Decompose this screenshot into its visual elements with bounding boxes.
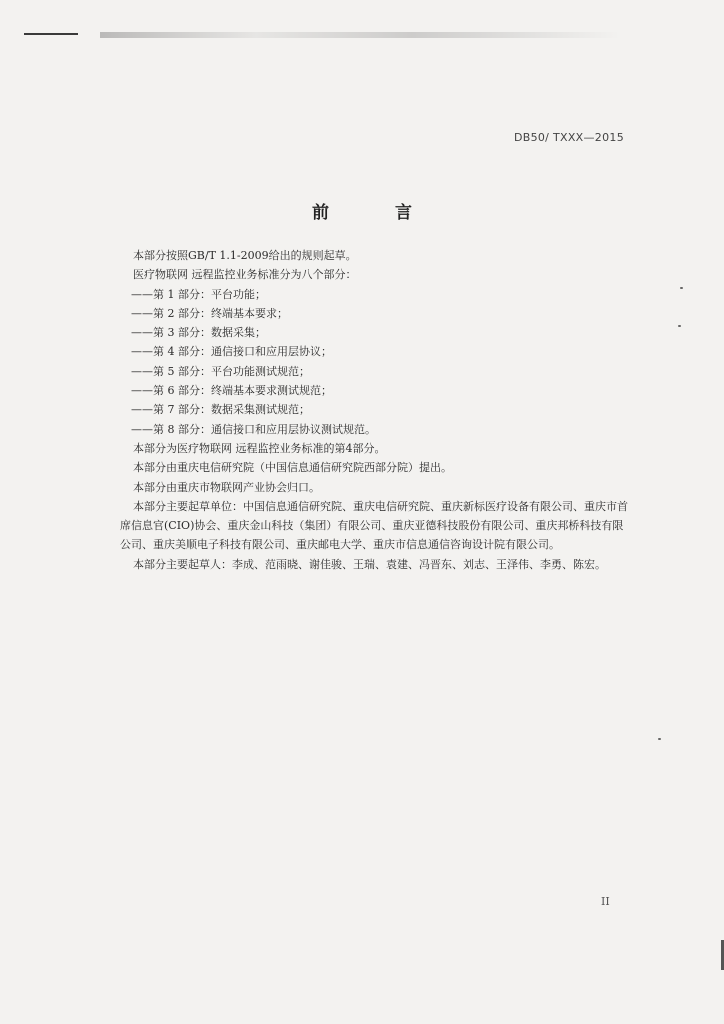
page-title: 前 言 — [312, 203, 442, 223]
paragraph-drafting-units: 本部分主要起草单位：中国信息通信研究院、重庆电信研究院、重庆新标医疗设备有限公司、重庆市首席信息官(CIO)协会、重庆金山科技（集团）有限公司、重庆亚德科技股份有限公司、重庆邦桥科技有限公司、重庆美顺电子科技有限公司、重庆邮电大学、重庆市信息通信咨询设计院有限公司。 — [120, 499, 628, 552]
paragraph: 本部分由重庆电信研究院（中国信息通信研究院西部分院）提出。 — [133, 461, 452, 475]
list-item: ——第 4 部分：通信接口和应用层协议； — [131, 345, 332, 359]
paragraph: 本部分为医疗物联网 远程监控业务标准的第4部分。 — [133, 441, 386, 455]
scan-speck — [680, 287, 683, 289]
preface-body — [120, 246, 628, 574]
paragraph: 医疗物联网 远程监控业务标准分为八个部分： — [133, 268, 357, 282]
paragraph-drafters: 本部分主要起草人：李成、范雨晓、谢佳骏、王瑞、袁建、冯晋东、刘志、王泽伟、李勇、陈宏。 — [133, 557, 606, 571]
page-number: II — [601, 895, 610, 908]
list-item: ——第 6 部分：终端基本要求测试规范； — [131, 384, 332, 398]
scan-artifact-line — [24, 33, 78, 35]
paragraph: 本部分按照GB/T 1.1-2009给出的规则起草。 — [133, 249, 357, 262]
scan-artifact-noise — [100, 32, 620, 38]
list-item: ——第 2 部分：终端基本要求； — [131, 306, 288, 320]
paragraph: 本部分由重庆市物联网产业协会归口。 — [133, 480, 320, 494]
list-item: ——第 8 部分：通信接口和应用层协议测试规范。 — [131, 422, 376, 436]
scan-speck — [658, 738, 661, 740]
list-item: ——第 1 部分：平台功能； — [131, 287, 266, 301]
scan-speck — [678, 325, 681, 327]
list-item: ——第 7 部分：数据采集测试规范； — [131, 403, 310, 417]
list-item: ——第 3 部分：数据采集； — [131, 326, 266, 340]
document-code: DB50/ TXXX—2015 — [513, 131, 624, 144]
list-item: ——第 5 部分：平台功能测试规范； — [131, 364, 310, 378]
